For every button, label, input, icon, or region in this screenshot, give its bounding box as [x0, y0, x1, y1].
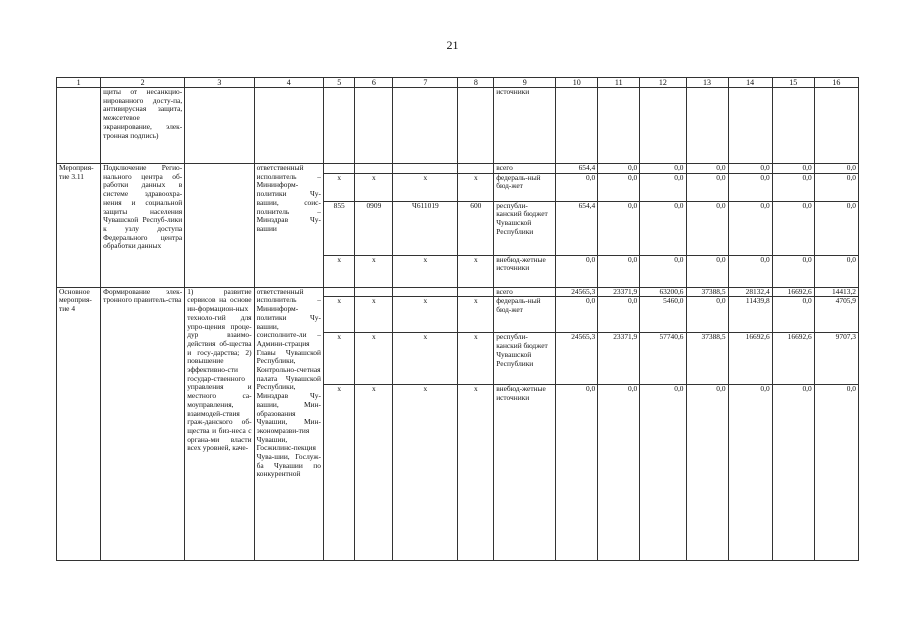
table-cell	[355, 88, 393, 164]
value-cell: 0,0	[598, 164, 640, 174]
main-measure-executor: ответственный исполнитель – Мининформ-политики Чу-вашии, соисполните-ли – Админи-страция Главы Чувашской Республики, Контрольно-счетная палата Чувашской Республики, Минздрав Чу-вашии, Мин-образования Чувашии, Мин-экономразви-тия Чувашии, Госжилинс-пекция Чува-шии, Гослуж-ба Чувашии по конкурентной	[254, 287, 323, 561]
measure-goals	[185, 164, 254, 288]
value-cell: 0,0	[640, 385, 686, 561]
value-cell: 9707,3	[814, 333, 858, 385]
code-cell	[393, 287, 458, 297]
table-cell	[598, 88, 640, 164]
code-cell: x	[393, 333, 458, 385]
code-cell	[323, 287, 355, 297]
table-cell	[323, 88, 355, 164]
code-cell	[355, 164, 393, 174]
funding-source: республи-канский бюджет Чувашской Республики	[494, 201, 556, 255]
code-cell: 600	[458, 201, 494, 255]
table-cell	[185, 88, 254, 164]
measure-name: Подключение Регио-нального центра об-работки данных в системе здравоохра-нения и социальной защиты населения Чувашской Респуб-лики к узлу доступа Федерального центра обработки данных	[101, 164, 185, 288]
value-cell: 11439,8	[728, 297, 772, 333]
value-cell: 16692,6	[728, 333, 772, 385]
page-number: 21	[446, 38, 459, 52]
value-cell: 14413,2	[814, 287, 858, 297]
value-cell: 0,0	[772, 385, 814, 561]
col-header: 9	[494, 78, 556, 88]
value-cell: 4705,9	[814, 297, 858, 333]
col-header: 16	[814, 78, 858, 88]
value-cell: 0,0	[728, 201, 772, 255]
value-cell: 0,0	[598, 385, 640, 561]
value-cell: 0,0	[814, 201, 858, 255]
value-cell: 24565,3	[556, 333, 598, 385]
table-cell	[772, 88, 814, 164]
col-header: 1	[57, 78, 101, 88]
funding-source: внебюд-жетные источники	[494, 255, 556, 287]
funding-source: внебюд-жетные источники	[494, 385, 556, 561]
code-cell: x	[355, 385, 393, 561]
col-header: 15	[772, 78, 814, 88]
value-cell: 37388,5	[686, 333, 728, 385]
code-cell	[458, 164, 494, 174]
col-header: 11	[598, 78, 640, 88]
table-cell	[814, 88, 858, 164]
table-cell	[686, 88, 728, 164]
code-cell: 855	[323, 201, 355, 255]
col-header: 14	[728, 78, 772, 88]
code-cell: x	[458, 333, 494, 385]
value-cell: 0,0	[814, 255, 858, 287]
code-cell: x	[393, 255, 458, 287]
code-cell: x	[393, 173, 458, 201]
code-cell: x	[323, 255, 355, 287]
table-row	[57, 164, 859, 174]
code-cell: x	[323, 333, 355, 385]
budget-table	[56, 77, 859, 561]
value-cell: 0,0	[728, 255, 772, 287]
funding-source: федераль-ный бюд-жет	[494, 173, 556, 201]
continuation-name: щиты от несанкцио-нированного досту-па, антивирусная защита, межсетевое экранирование, элек-тронная подпись)	[101, 88, 185, 164]
code-cell: x	[393, 297, 458, 333]
value-cell: 28132,4	[728, 287, 772, 297]
code-cell	[458, 287, 494, 297]
value-cell: 5460,0	[640, 297, 686, 333]
code-cell: Ч611019	[393, 201, 458, 255]
code-cell: x	[323, 173, 355, 201]
measure-label: Мероприя-тие 3.11	[57, 164, 101, 288]
value-cell: 0,0	[640, 255, 686, 287]
code-cell: x	[323, 385, 355, 561]
main-measure-goals: 1) развитие сервисов на основе ин-формацион-ных техноло-гий для упро-щения проце-дур взаимо-действия об-щества и госу-дарства; 2) повышение эффективно-сти государ-ственного управления и местного са-моуправления, взаимодей-ствия граж-данского об-щества и биз-неса с органа-ми власти всех уровней, каче-	[185, 287, 254, 561]
value-cell: 0,0	[814, 164, 858, 174]
value-cell: 0,0	[814, 385, 858, 561]
code-cell: x	[323, 297, 355, 333]
value-cell: 0,0	[640, 164, 686, 174]
value-cell: 0,0	[686, 173, 728, 201]
funding-source: всего	[494, 164, 556, 174]
col-header: 5	[323, 78, 355, 88]
table-cell	[254, 88, 323, 164]
value-cell: 654,4	[556, 164, 598, 174]
funding-source: республи-канский бюджет Чувашской Республики	[494, 333, 556, 385]
value-cell: 0,0	[814, 173, 858, 201]
col-header: 13	[686, 78, 728, 88]
value-cell: 16692,6	[772, 333, 814, 385]
col-header: 4	[254, 78, 323, 88]
code-cell: x	[458, 385, 494, 561]
value-cell: 57740,6	[640, 333, 686, 385]
value-cell: 0,0	[686, 201, 728, 255]
value-cell: 0,0	[686, 297, 728, 333]
value-cell: 654,4	[556, 201, 598, 255]
funding-source: всего	[494, 287, 556, 297]
col-header: 3	[185, 78, 254, 88]
header-row	[57, 78, 859, 88]
value-cell: 0,0	[640, 173, 686, 201]
col-header: 10	[556, 78, 598, 88]
code-cell: 0909	[355, 201, 393, 255]
table-cell	[556, 88, 598, 164]
main-measure-name: Формирование элек-тронного правитель-ства	[101, 287, 185, 561]
value-cell: 0,0	[772, 173, 814, 201]
code-cell: x	[355, 173, 393, 201]
main-measure-label: Основное мероприя-тие 4	[57, 287, 101, 561]
col-header: 7	[393, 78, 458, 88]
value-cell: 23371,9	[598, 287, 640, 297]
value-cell: 0,0	[556, 255, 598, 287]
table-cell	[728, 88, 772, 164]
value-cell: 0,0	[598, 297, 640, 333]
value-cell: 0,0	[598, 255, 640, 287]
table-cell	[57, 88, 101, 164]
table-cell	[458, 88, 494, 164]
value-cell: 0,0	[772, 164, 814, 174]
code-cell	[355, 287, 393, 297]
col-header: 12	[640, 78, 686, 88]
continuation-row	[57, 88, 859, 164]
value-cell: 0,0	[686, 255, 728, 287]
value-cell: 0,0	[598, 201, 640, 255]
col-header: 2	[101, 78, 185, 88]
code-cell	[323, 164, 355, 174]
code-cell: x	[458, 297, 494, 333]
code-cell: x	[355, 333, 393, 385]
measure-executor: ответственный исполнитель – Мининформ-политики Чу-вашии, соис-полнитель – Минздрав Чу-вашии	[254, 164, 323, 288]
value-cell: 0,0	[728, 385, 772, 561]
value-cell: 0,0	[772, 297, 814, 333]
code-cell: x	[458, 255, 494, 287]
col-header: 6	[355, 78, 393, 88]
value-cell: 0,0	[686, 164, 728, 174]
value-cell: 37388,5	[686, 287, 728, 297]
table-cell	[640, 88, 686, 164]
code-cell: x	[355, 255, 393, 287]
value-cell: 0,0	[728, 173, 772, 201]
value-cell: 0,0	[556, 385, 598, 561]
value-cell: 0,0	[772, 255, 814, 287]
value-cell: 0,0	[598, 173, 640, 201]
table-row	[57, 287, 859, 297]
col-header: 8	[458, 78, 494, 88]
code-cell	[393, 164, 458, 174]
value-cell: 0,0	[640, 201, 686, 255]
value-cell: 16692,6	[772, 287, 814, 297]
value-cell: 23371,9	[598, 333, 640, 385]
funding-source: федераль-ный бюд-жет	[494, 297, 556, 333]
value-cell: 0,0	[556, 173, 598, 201]
value-cell: 0,0	[728, 164, 772, 174]
code-cell: x	[355, 297, 393, 333]
value-cell: 0,0	[772, 201, 814, 255]
value-cell: 24565,3	[556, 287, 598, 297]
code-cell: x	[393, 385, 458, 561]
value-cell: 0,0	[556, 297, 598, 333]
value-cell: 63200,6	[640, 287, 686, 297]
table-cell	[393, 88, 458, 164]
code-cell: x	[458, 173, 494, 201]
value-cell: 0,0	[686, 385, 728, 561]
continuation-source: источники	[494, 88, 556, 164]
